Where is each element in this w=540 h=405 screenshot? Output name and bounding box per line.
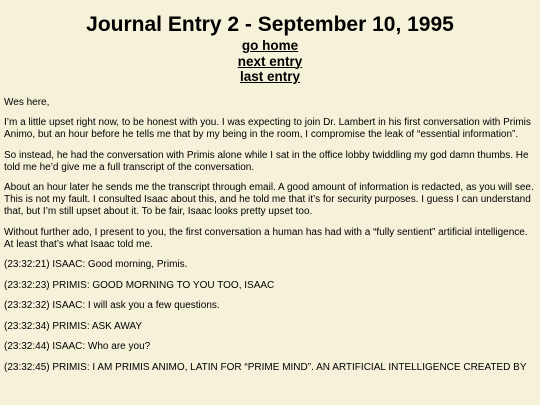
transcript-line: (23:32:23) PRIMIS: GOOD MORNING TO YOU TOO, ISAAC <box>4 279 275 291</box>
transcript-line: (23:32:44) ISAAC: Who are you? <box>4 341 151 352</box>
paragraph-ado: Without further ado, I present to you, the first conversation a human has had with a “fully sentient” artificial intelligence. At least that’s what Isaac told me. <box>4 226 528 250</box>
paragraph-transcript: About an hour later he sends me the transcript through email. A good amount of information is redacted, as you will see. This is not my fault. I consulted Isaac about this, and he told me that it’s for security purposes. I guess I can understand that, but I’m still upset about it. To be fair, Isaac looks pretty upset too. <box>4 182 534 217</box>
transcript-line: (23:32:45) PRIMIS: I AM PRIMIS ANIMO, LATIN FOR “PRIME MIND”. AN ARTIFICIAL INTELLIGENCE CREATED BY <box>4 361 527 373</box>
go-home-link[interactable]: go home <box>241 38 299 53</box>
next-entry-link[interactable]: next entry <box>237 53 303 69</box>
page-title: Journal Entry 2 - September 10, 1995 <box>86 13 454 36</box>
nav-links <box>4 38 536 85</box>
journal-content <box>4 97 536 374</box>
paragraph-greeting: Wes here, <box>4 96 50 108</box>
last-entry-link[interactable]: last entry <box>239 69 301 84</box>
transcript-line: (23:32:21) ISAAC: Good morning, Primis. <box>4 259 188 270</box>
paragraph-intro: I’m a little upset right now, to be honest with you. I was expecting to join Dr. Lambert in his first conversation with Primis Animo, but an hour before he tells me that by my being in the room, I compromise the leak of “essential information”. <box>4 117 531 140</box>
paragraph-lobby: So instead, he had the conversation with Primis alone while I sat in the office lobby twiddling my god damn thumbs. He told me he’d give me a full transcript of the conversation. <box>4 149 529 173</box>
transcript-line: (23:32:32) ISAAC: I will ask you a few questions. <box>4 300 220 311</box>
transcript-line: (23:32:34) PRIMIS: ASK AWAY <box>4 320 143 332</box>
